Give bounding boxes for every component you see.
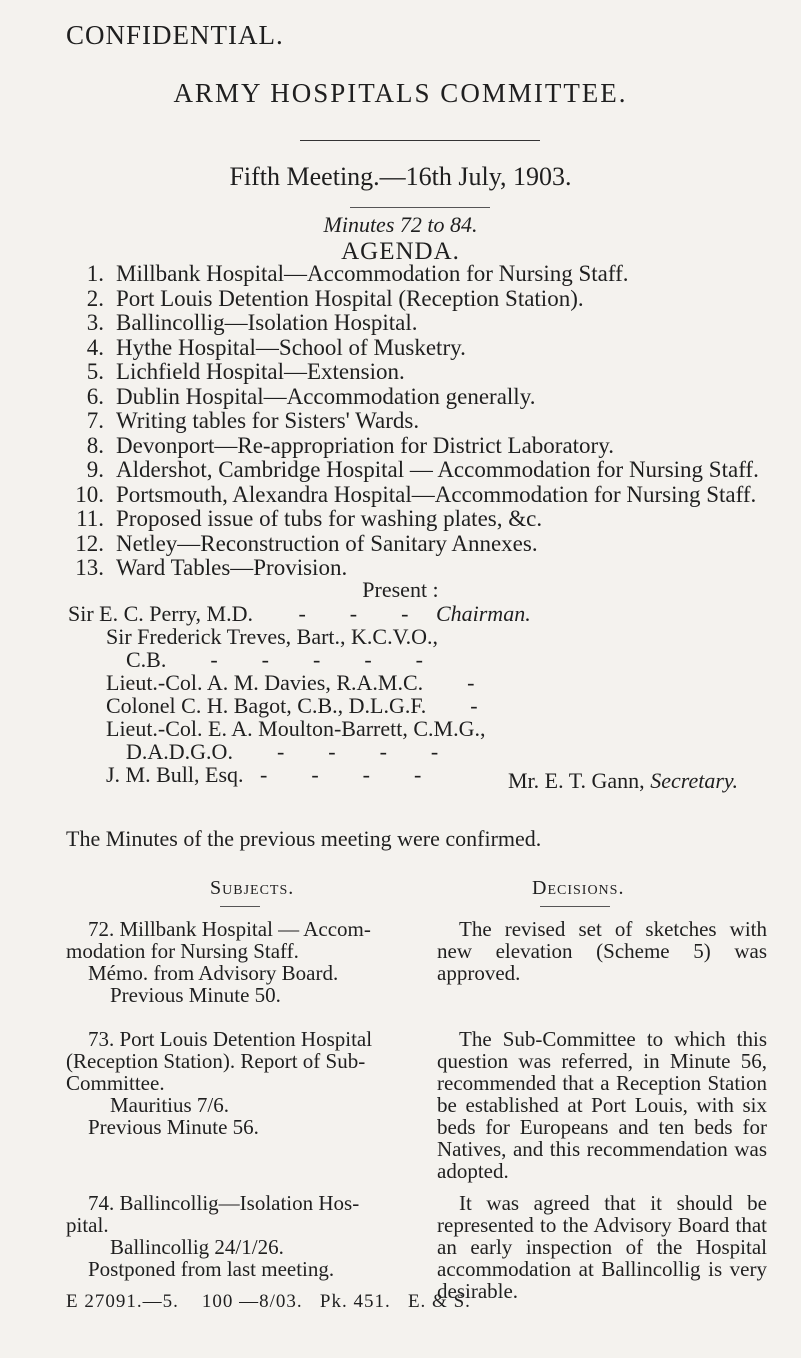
agenda-item-number: 7. [86,408,104,433]
agenda-item-text: Port Louis Detention Hospital (Reception Station). [116,285,584,311]
subject-line: Mauritius 7/6. [110,1093,229,1117]
subject-line: (Reception Station). Report of Sub- [66,1049,366,1073]
decisions-column-heading: Decisions. [532,877,625,899]
member-line: Colonel C. H. Bagot, C.B., D.L.G.F. - [106,693,478,718]
agenda-item-text: Portsmouth, Alexandra Hospital—Accommodation for Nursing Staff. [116,481,757,507]
meeting-title: Fifth Meeting.—16th July, 1903. [229,162,572,191]
agenda-item-text: Millbank Hospital—Accommodation for Nursing Staff. [116,261,629,286]
agenda-item-number: 4. [86,334,104,360]
member-line: C.B. - - - - - [126,647,423,672]
minute-72-decision: The revised set of sketches with new elevation (Scheme 5) was approved. [437,917,767,985]
agenda-item-text: Ballincollig—Isolation Hospital. [116,310,418,335]
minute-72-subject [66,918,396,1006]
minute-74-subject [66,1192,396,1280]
member-line: D.A.D.G.O. - - - - [126,739,439,764]
member-line: Lieut.-Col. A. M. Davies, R.A.M.C. - [106,670,475,695]
subjects-column-heading: Subjects. [210,877,295,899]
minutes-range: Minutes 72 to 84. [323,212,478,237]
agenda-item-text: Proposed issue of tubs for washing plates, &c. [116,506,543,531]
agenda-item [70,409,790,434]
agenda-item-number: 11. [76,506,104,531]
agenda-item [70,360,790,385]
decisions-heading-rule [540,906,610,907]
agenda-item [70,532,790,557]
agenda-item-number: 2. [86,285,104,311]
classification-heading: CONFIDENTIAL. [66,20,284,50]
agenda-list [70,262,790,581]
agenda-item [70,483,790,508]
agenda-item-number: 13. [75,555,104,580]
agenda-item-text: Devonport—Re-appropriation for District Laboratory. [116,432,614,458]
member-line: Lieut.-Col. E. A. Moulton-Barrett, C.M.G., [106,716,486,741]
committee-title: ARMY HOSPITALS COMMITTEE. [173,78,628,108]
subject-line: Mémo. from Advisory Board. [88,961,339,985]
secretary-role: Secretary. [650,768,738,793]
agenda-item [70,287,790,312]
agenda-item [70,385,790,410]
subject-line: Committee. [66,1071,165,1095]
chairman-name: Sir E. C. Perry, M.D. [68,601,253,626]
agenda-item-number: 9. [86,457,104,482]
agenda-item-number: 10. [75,481,104,507]
subject-line: Previous Minute 50. [110,983,281,1007]
chairman-row [68,602,768,625]
minute-74-decision: It was agreed that it should be represented to the Advisory Board that an early inspection of the Hospital accommodation at Ballincollig is very desirable. [437,1191,767,1303]
minute-73-decision: The Sub-Committee to which this question was referred, in Minute 56, recommended that a Reception Station be established at Port Louis, with six beds for Europeans and ten beds for Natives, and this recommendation was adopted. [437,1027,767,1183]
leader-dashes: - - - [298,601,409,626]
title-divider [300,140,540,141]
agenda-item [70,507,790,532]
agenda-item [70,262,790,287]
minute-73-subject [66,1028,396,1138]
agenda-item [70,458,790,483]
subject-line: modation for Nursing Staff. [66,939,299,963]
agenda-item-number: 5. [86,359,104,384]
agenda-item-number: 8. [86,432,104,458]
chairman-role: Chairman. [435,601,531,626]
agenda-item [70,434,790,459]
agenda-item [70,311,790,336]
agenda-item [70,336,790,361]
agenda-item-number: 12. [75,530,104,556]
agenda-title: AGENDA. [341,238,460,265]
member-line: Sir Frederick Treves, Bart., K.C.V.O., [106,624,439,649]
agenda-item-text: Writing tables for Sisters' Wards. [116,408,420,433]
agenda-item-text: Ward Tables—Provision. [116,555,348,580]
agenda-item-number: 3. [86,310,104,335]
printer-footer: E 27091.—5. 100 —8/03. Pk. 451. E. & S. [66,1291,471,1312]
subject-line: Ballincollig 24/1/26. [110,1235,284,1259]
meeting-divider [350,207,490,208]
agenda-item-text: Aldershot, Cambridge Hospital — Accommodation for Nursing Staff. [116,457,759,482]
subject-line: Previous Minute 56. [88,1115,259,1139]
agenda-item-text: Hythe Hospital—School of Musketry. [116,334,466,360]
subject-line: 73. Port Louis Detention Hospital [88,1027,373,1051]
secretary-line [508,768,738,794]
agenda-item-number: 6. [86,383,104,409]
minutes-confirmed-statement: The Minutes of the previous meeting were confirmed. [66,826,542,851]
secretary-name: Mr. E. T. Gann, [508,768,645,793]
subject-line: Postponed from last meeting. [88,1257,335,1281]
agenda-item-text: Dublin Hospital—Accommodation generally. [116,383,536,409]
subject-line: pital. [66,1213,109,1237]
subject-line: 74. Ballincollig—Isolation Hos- [88,1191,360,1215]
present-heading: Present : [362,577,439,602]
members-list [68,602,768,786]
subject-line: 72. Millbank Hospital — Accom- [88,917,371,941]
subjects-heading-rule [220,906,260,907]
agenda-item-text: Lichfield Hospital—Extension. [116,359,405,384]
agenda-item-text: Netley—Reconstruction of Sanitary Annexes. [116,530,538,556]
member-line: J. M. Bull, Esq. - - - - [106,762,422,787]
agenda-item-number: 1. [86,261,104,286]
